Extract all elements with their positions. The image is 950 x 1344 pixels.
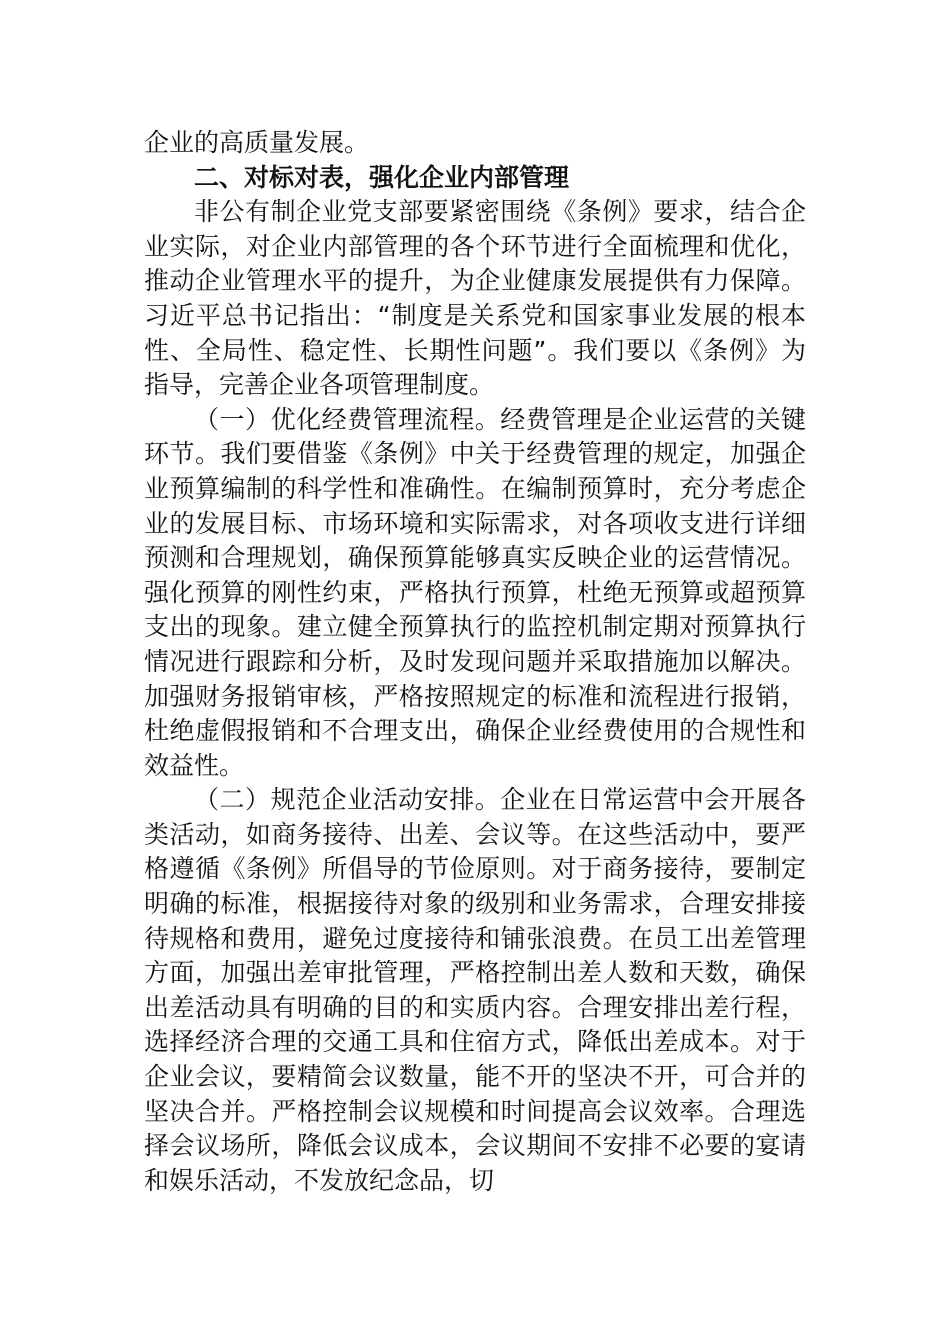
document-body xyxy=(144,126,806,1198)
paragraph-intro: 非公有制企业党支部要紧密围绕《条例》要求，结合企业实际，对企业内部管理的各个环节进行全面梳理和优化，推动企业管理水平的提升，为企业健康发展提供有力保障。习近平总书记指出：“制度是关系党和国家事业发展的根本性、全局性、稳定性、长期性问题”。我们要以《条例》为指导，完善企业各项管理制度。 xyxy=(144,197,806,400)
section-heading: 二、对标对表，强化企业内部管理 xyxy=(194,162,570,192)
paragraph-continuation: 企业的高质量发展。 xyxy=(144,128,370,157)
paragraph-activity-arrangement: （二）规范企业活动安排。企业在日常运营中会开展各类活动，如商务接待、出差、会议等。在这些活动中，要严格遵循《条例》所倡导的节俭原则。对于商务接待，要制定明确的标准，根据接待对象的级别和业务需求，合理安排接待规格和费用，避免过度接待和铺张浪费。在员工出差管理方面，加强出差审批管理，严格控制出差人数和天数，确保出差活动具有明确的目的和实质内容。合理安排出差行程，选择经济合理的交通工具和住宿方式，降低出差成本。对于企业会议，要精简会议数量，能不开的坚决不开，可合并的坚决合并。严格控制会议规模和时间提高会议效率。合理选择会议场所，降低会议成本，会议期间不安排不必要的宴请和娱乐活动，不发放纪念品，切 xyxy=(144,785,806,1195)
paragraph-funding-management: （一）优化经费管理流程。经费管理是企业运营的关键环节。我们要借鉴《条例》中关于经费管理的规定，加强企业预算编制的科学性和准确性。在编制预算时，充分考虑企业的发展目标、市场环境和实际需求，对各项收支进行详细预测和合理规划，确保预算能够真实反映企业的运营情况。强化预算的刚性约束，严格执行预算，杜绝无预算或超预算支出的现象。建立健全预算执行的监控机制定期对预算执行情况进行跟踪和分析，及时发现问题并采取措施加以解决。加强财务报销审核，严格按照规定的标准和流程进行报销，杜绝虚假报销和不合理支出，确保企业经费使用的合规性和效益性。 xyxy=(144,404,806,780)
